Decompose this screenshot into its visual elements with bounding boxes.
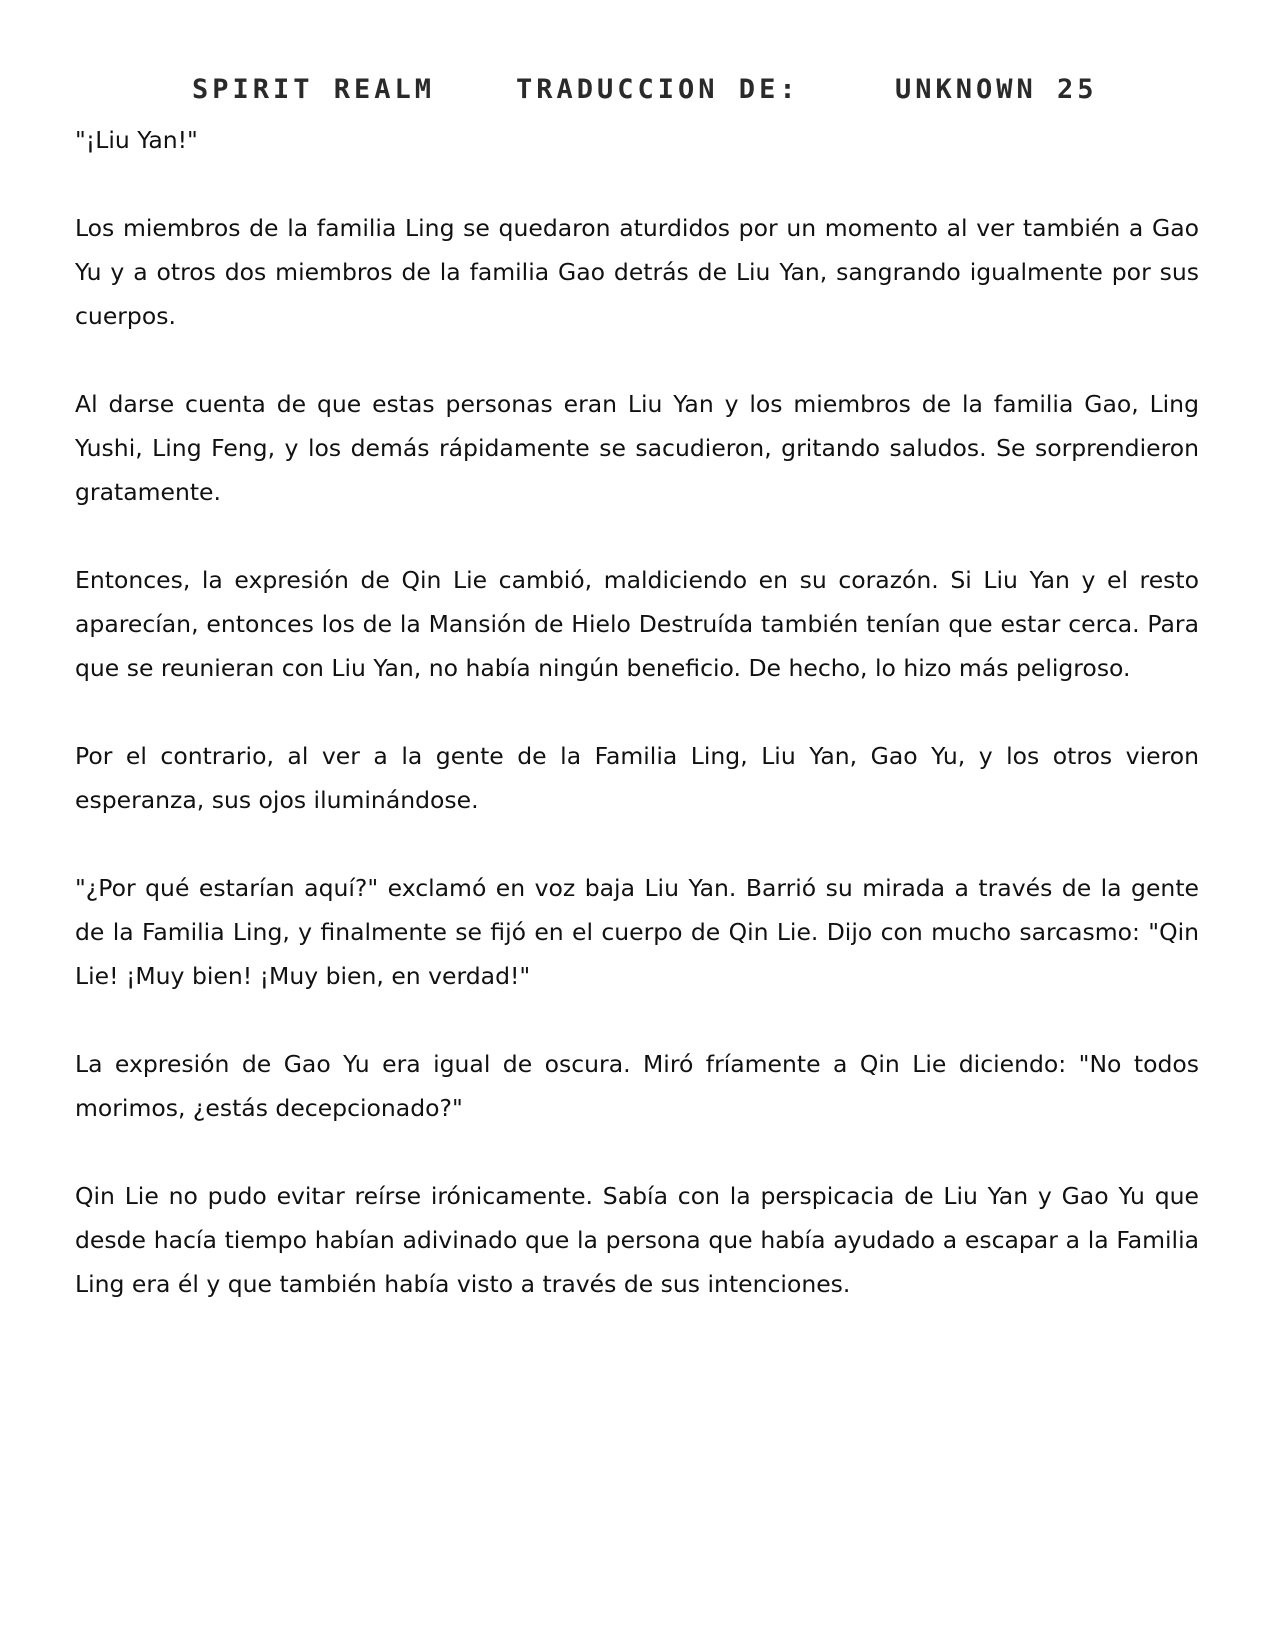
paragraph: Por el contrario, al ver a la gente de la Familia Ling, Liu Yan, Gao Yu, y los otros vieron esperanza, sus ojos iluminándose. bbox=[75, 742, 1199, 814]
document-body bbox=[75, 118, 1199, 1350]
paragraph: "¿Por qué estarían aquí?" exclamó en voz baja Liu Yan. Barrió su mirada a través de la gente de la Familia Ling, y finalmente se fijó en el cuerpo de Qin Lie. Dijo con mucho sarcasmo: "Qin Lie! ¡Muy bien! ¡Muy bien, en verdad!" bbox=[75, 874, 1199, 990]
paragraph: Qin Lie no pudo evitar reírse irónicamente. Sabía con la perspicacia de Liu Yan y Gao Yu que desde hacía tiempo habían adivinado que la persona que había ayudado a escapar a la Familia Ling era él y que también había visto a través de sus intenciones. bbox=[75, 1182, 1199, 1298]
paragraph: La expresión de Gao Yu era igual de oscura. Miró fríamente a Qin Lie diciendo: "No todos morimos, ¿estás decepcionado?" bbox=[75, 1050, 1199, 1122]
header-translation-label: TRADUCCION DE: bbox=[516, 74, 800, 105]
page-header bbox=[0, 74, 1275, 114]
paragraph: "¡Liu Yan!" bbox=[75, 126, 198, 154]
header-series-title: SPIRIT REALM bbox=[192, 74, 436, 105]
paragraph: Entonces, la expresión de Qin Lie cambió, maldiciendo en su corazón. Si Liu Yan y el resto aparecían, entonces los de la Mansión de Hielo Destruída también tenían que estar cerca. Para que se reunieran con Liu Yan, no había ningún beneficio. De hecho, lo hizo más peligroso. bbox=[75, 566, 1199, 682]
paragraph: Al darse cuenta de que estas personas eran Liu Yan y los miembros de la familia Gao, Ling Yushi, Ling Feng, y los demás rápidamente se sacudieron, gritando saludos. Se sorprendieron gratamente. bbox=[75, 390, 1199, 506]
paragraph: Los miembros de la familia Ling se quedaron aturdidos por un momento al ver también a Gao Yu y a otros dos miembros de la familia Gao detrás de Liu Yan, sangrando igualmente por sus cuerpos. bbox=[75, 214, 1199, 330]
header-translator-name: UNKNOWN 25 bbox=[895, 74, 1098, 105]
